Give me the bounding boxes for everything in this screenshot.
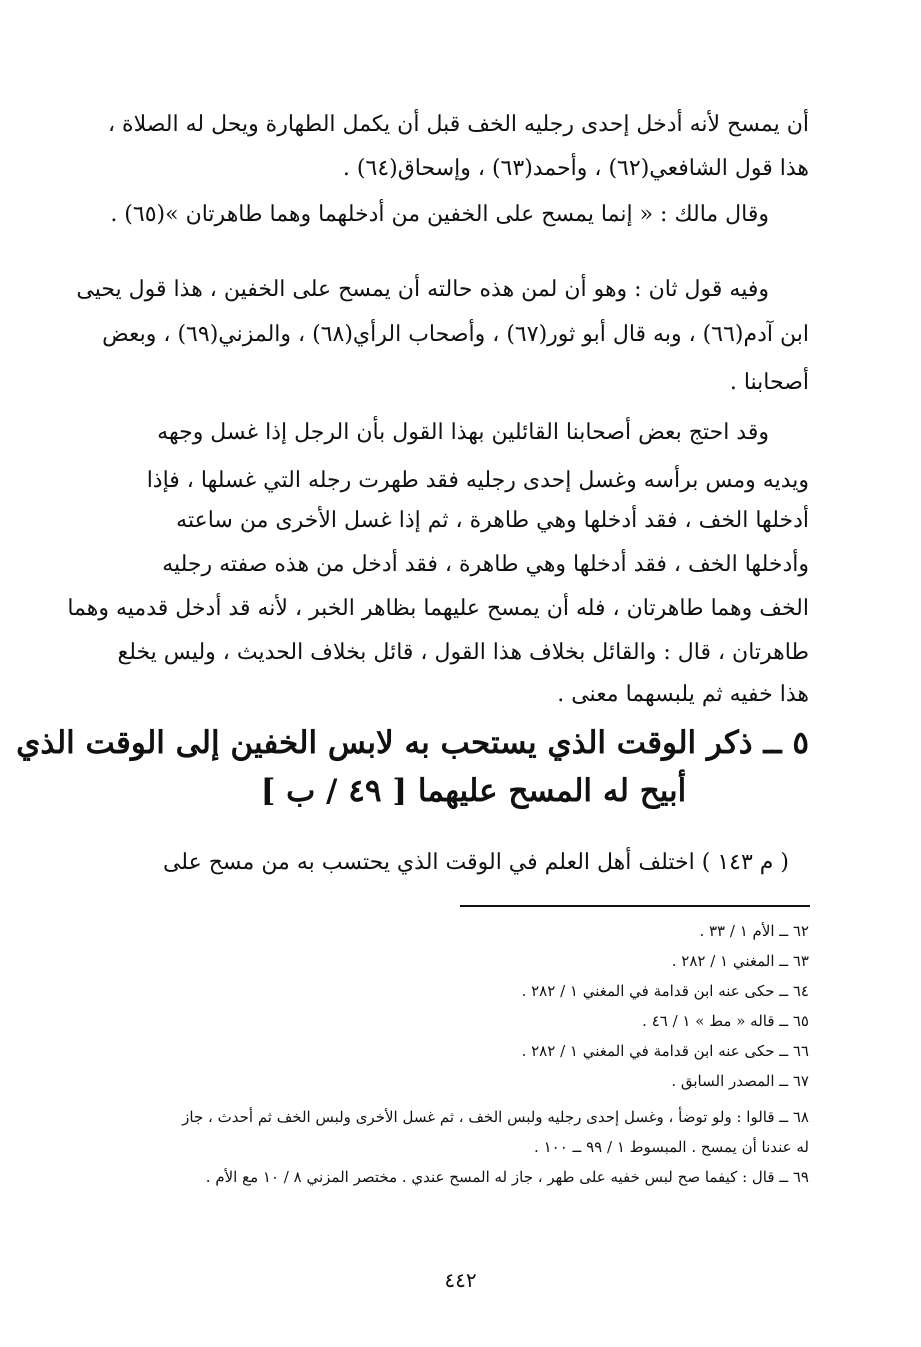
section-heading (16, 722, 809, 814)
body-line: ابن آدم(٦٦) ، وبه قال أبو ثور(٦٧) ، وأصحاب الرأي(٦٨) ، والمزني(٦٩) ، وبعض (102, 322, 809, 347)
footnote: ٦٧ ــ المصدر السابق . (671, 1072, 809, 1090)
footnote: ٦٣ ــ المغني ١ / ٢٨٢ . (671, 952, 809, 970)
body-line: وأدخلها الخف ، فقد أدخلها وهي طاهرة ، فقد أدخل من هذه صفته رجليه (162, 552, 809, 577)
footnote: ٦٥ ــ قاله « مط » ١ / ٤٦ . (642, 1012, 809, 1030)
main-text (67, 110, 809, 710)
body-line: وقد احتج بعض أصحابنا القائلين بهذا القول بأن الرجل إذا غسل وجهه (157, 420, 769, 445)
footnote: ٦٨ ــ قالوا : ولو توضأ ، وغسل إحدى رجليه ولبس الخف ، ثم غسل الأخرى ولبس الخف ثم أحدث ، جاز (182, 1108, 809, 1126)
body-line: هذا خفيه ثم يلبسهما معنى . (557, 682, 809, 707)
heading-line: أبيح له المسح عليهما [ ٤٩ / ب ] (260, 773, 687, 809)
footnotes (138, 920, 809, 1220)
heading-line: ٥ ــ ذكر الوقت الذي يستحب به لابس الخفين إلى الوقت الذي (16, 725, 809, 761)
footnote: ٦٦ ــ حكى عنه ابن قدامة في المغني ١ / ٢٨٢ . (521, 1042, 809, 1060)
body-line: الخف وهما طاهرتان ، فله أن يمسح عليهما بظاهر الخبر ، لأنه قد أدخل قدميه وهما (67, 596, 809, 621)
body-line: أدخلها الخف ، فقد أدخلها وهي طاهرة ، ثم إذا غسل الأخرى من ساعته (176, 508, 809, 533)
body-line: أن يمسح لأنه أدخل إحدى رجليه الخف قبل أن يكمل الطهارة ويحل له الصلاة ، (107, 112, 809, 137)
footnote-divider (460, 905, 810, 907)
footnote: ٦٩ ــ قال : كيفما صح لبس خفيه على طهر ، جاز له المسح عندي . مختصر المزني ٨ / ١٠ مع الأم . (205, 1168, 809, 1186)
body-line: أصحابنا . (729, 370, 809, 395)
body-line: ويديه ومس برأسه وغسل إحدى رجليه فقد طهرت رجله التي غسلها ، فإذا (146, 468, 809, 493)
body-line: طاهرتان ، قال : والقائل بخلاف هذا القول ، قائل بخلاف الحديث ، وليس يخلع (117, 640, 809, 665)
footnote: له عندنا أن يمسح . المبسوط ١ / ٩٩ ــ ١٠٠ . (534, 1138, 809, 1156)
body-line: هذا قول الشافعي(٦٢) ، وأحمد(٦٣) ، وإسحاق(٦٤) . (342, 156, 809, 181)
body-line: وفيه قول ثان : وهو أن لمن هذه حالته أن يمسح على الخفين ، هذا قول يحيى (76, 277, 769, 302)
page-number: ٤٤٢ (444, 1268, 477, 1292)
section-opening (138, 848, 809, 884)
footnote: ٦٢ ــ الأم ١ / ٣٣ . (699, 922, 809, 940)
body-line: ( م ١٤٣ ) اختلف أهل العلم في الوقت الذي يحتسب به من مسح على (162, 850, 789, 875)
body-line: وقال مالك : « إنما يمسح على الخفين من أدخلهما وهما طاهرتان »(٦٥) . (110, 202, 769, 227)
footnote: ٦٤ ــ حكى عنه ابن قدامة في المغني ١ / ٢٨٢ . (521, 982, 809, 1000)
